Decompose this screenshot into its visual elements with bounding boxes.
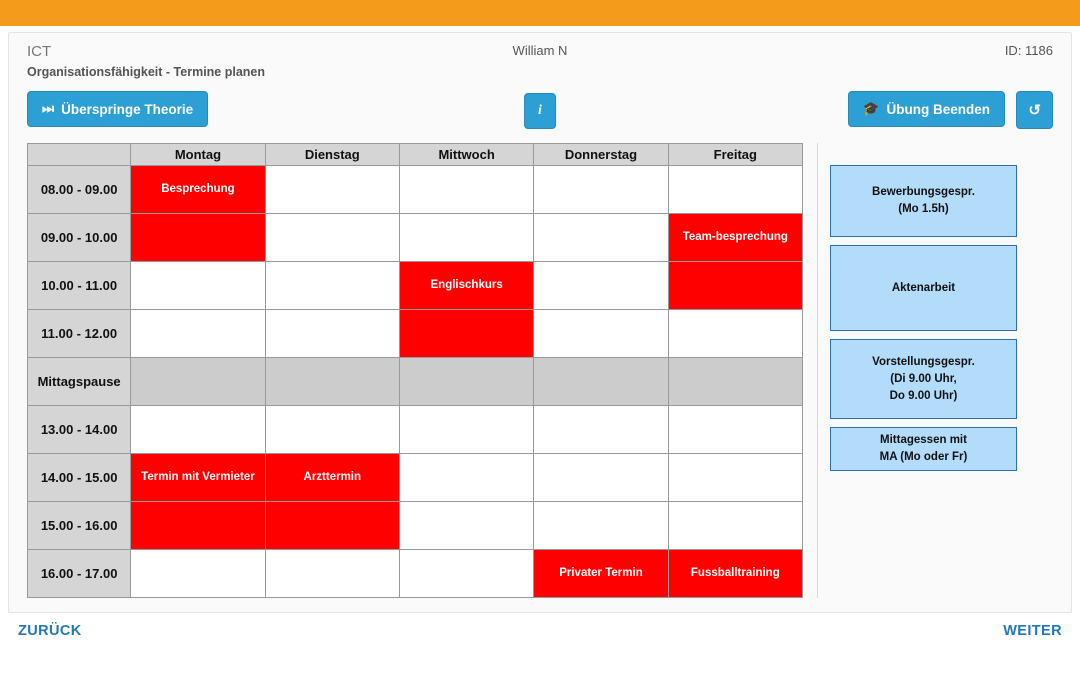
schedule-cell[interactable]: Team-besprechung xyxy=(668,214,802,262)
schedule-cell[interactable] xyxy=(534,406,668,454)
lunch-cell xyxy=(399,358,533,406)
user-id: ID: 1186 xyxy=(1004,43,1053,58)
column-header-thursday: Donnerstag xyxy=(534,144,668,166)
column-header-monday: Montag xyxy=(131,144,265,166)
task-card[interactable] xyxy=(830,427,1017,471)
task-sidebar xyxy=(817,143,1017,598)
table-row xyxy=(28,358,803,406)
schedule-cell[interactable] xyxy=(399,454,533,502)
schedule-cell[interactable]: Arzttermin xyxy=(265,454,399,502)
task-card[interactable] xyxy=(830,165,1017,237)
schedule-cell[interactable] xyxy=(131,502,265,550)
schedule-cell[interactable] xyxy=(668,502,802,550)
reset-button[interactable] xyxy=(1016,91,1053,129)
task-card-line: MA (Mo oder Fr) xyxy=(879,451,968,463)
schedule-cell[interactable] xyxy=(265,550,399,598)
skip-theory-label: Überspringe Theorie xyxy=(61,101,194,117)
time-label: Mittagspause xyxy=(28,358,131,406)
info-icon: i xyxy=(538,103,542,118)
schedule-cell[interactable] xyxy=(265,166,399,214)
schedule-cell[interactable] xyxy=(265,502,399,550)
time-label: 11.00 - 12.00 xyxy=(28,310,131,358)
schedule-cell[interactable] xyxy=(131,310,265,358)
schedule-cell[interactable]: Privater Termin xyxy=(534,550,668,598)
graduation-cap-icon: 🎓 xyxy=(862,101,880,116)
exercise-card xyxy=(8,32,1072,613)
column-header-wednesday: Mittwoch xyxy=(399,144,533,166)
column-header-tuesday: Dienstag xyxy=(265,144,399,166)
table-header-row xyxy=(28,144,803,166)
column-header-friday: Freitag xyxy=(668,144,802,166)
task-card-line: Bewerbungsgespr. xyxy=(872,186,975,198)
table-row xyxy=(28,406,803,454)
schedule-cell[interactable] xyxy=(399,406,533,454)
header xyxy=(27,43,1053,89)
top-accent-bar xyxy=(0,0,1080,26)
schedule-cell[interactable] xyxy=(131,214,265,262)
task-card-label xyxy=(872,184,975,218)
task-card-label xyxy=(880,432,968,466)
schedule-cell[interactable] xyxy=(399,310,533,358)
task-card-line: (Mo 1.5h) xyxy=(898,203,949,215)
navigation xyxy=(8,623,1072,651)
schedule-cell[interactable] xyxy=(265,310,399,358)
schedule-cell[interactable] xyxy=(399,166,533,214)
info-button[interactable] xyxy=(524,93,556,129)
task-card-line: Do 9.00 Uhr) xyxy=(889,389,958,402)
user-name: William N xyxy=(512,43,568,58)
schedule-cell[interactable] xyxy=(668,262,802,310)
schedule-cell[interactable] xyxy=(534,214,668,262)
schedule-cell[interactable] xyxy=(399,214,533,262)
schedule-cell[interactable]: Termin mit Vermieter xyxy=(131,454,265,502)
time-label: 14.00 - 15.00 xyxy=(28,454,131,502)
skip-theory-button[interactable] xyxy=(27,91,208,127)
fast-forward-icon: ⏭ xyxy=(42,101,55,116)
task-card-line: Vorstellungsgespr. xyxy=(872,355,975,368)
lunch-cell xyxy=(668,358,802,406)
end-exercise-label: Übung Beenden xyxy=(886,101,990,117)
schedule-cell[interactable] xyxy=(131,406,265,454)
time-label: 10.00 - 11.00 xyxy=(28,262,131,310)
next-link[interactable]: WEITER xyxy=(1003,623,1062,639)
schedule-cell[interactable] xyxy=(534,310,668,358)
time-label: 15.00 - 16.00 xyxy=(28,502,131,550)
weekly-schedule-table xyxy=(27,143,803,598)
schedule-cell[interactable] xyxy=(534,166,668,214)
schedule-cell[interactable] xyxy=(668,454,802,502)
time-label: 16.00 - 17.00 xyxy=(28,550,131,598)
back-link[interactable]: ZURÜCK xyxy=(18,623,82,639)
schedule-cell[interactable] xyxy=(534,454,668,502)
schedule-cell[interactable]: Besprechung xyxy=(131,166,265,214)
schedule-cell[interactable] xyxy=(534,502,668,550)
schedule-cell[interactable] xyxy=(131,550,265,598)
schedule-cell[interactable] xyxy=(399,502,533,550)
schedule-cell[interactable] xyxy=(265,262,399,310)
time-label: 13.00 - 14.00 xyxy=(28,406,131,454)
schedule-cell[interactable] xyxy=(668,166,802,214)
task-card-line: Mittagessen mit xyxy=(880,434,967,446)
schedule-body xyxy=(28,166,803,598)
schedule-cell[interactable] xyxy=(265,406,399,454)
main-content xyxy=(27,143,1053,598)
schedule-cell[interactable] xyxy=(534,262,668,310)
end-exercise-button[interactable] xyxy=(848,91,1005,127)
schedule-cell[interactable]: Fussballtraining xyxy=(668,550,802,598)
table-row xyxy=(28,550,803,598)
table-row xyxy=(28,166,803,214)
task-card[interactable] xyxy=(830,339,1017,419)
schedule-cell[interactable] xyxy=(265,214,399,262)
task-card-line: (Di 9.00 Uhr, xyxy=(890,372,957,385)
page-subtitle: Organisationsfähigkeit - Termine planen xyxy=(27,65,266,79)
time-label: 08.00 - 09.00 xyxy=(28,166,131,214)
app-title: ICT xyxy=(27,43,52,60)
lunch-cell xyxy=(265,358,399,406)
table-row xyxy=(28,454,803,502)
table-corner-cell xyxy=(28,144,131,166)
task-card-label xyxy=(892,280,955,297)
schedule-cell[interactable] xyxy=(668,406,802,454)
task-card[interactable] xyxy=(830,245,1017,331)
table-row xyxy=(28,262,803,310)
task-card-label xyxy=(872,354,975,405)
table-row xyxy=(28,310,803,358)
task-card-line: Aktenarbeit xyxy=(891,281,956,294)
schedule-cell[interactable] xyxy=(399,550,533,598)
schedule-cell[interactable] xyxy=(131,262,265,310)
time-label: 09.00 - 10.00 xyxy=(28,214,131,262)
table-row xyxy=(28,214,803,262)
toolbar xyxy=(27,91,1053,131)
table-row xyxy=(28,502,803,550)
lunch-cell xyxy=(131,358,265,406)
lunch-cell xyxy=(534,358,668,406)
schedule-cell[interactable] xyxy=(668,310,802,358)
schedule-cell[interactable]: Englischkurs xyxy=(399,262,533,310)
reset-icon: ↺ xyxy=(1028,102,1041,119)
